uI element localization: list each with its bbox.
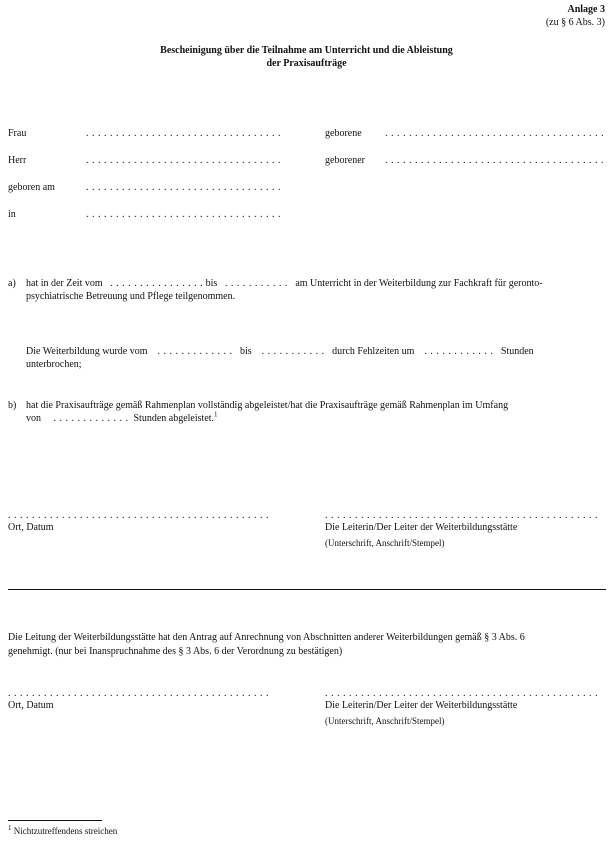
section-b-line1: hat die Praxisaufträge gemäß Rahmenplan vollständig abgeleistet/hat die Praxisaufträge gemäß Rahmenplan im Umfang <box>26 400 509 411</box>
interruption-line1 <box>26 346 534 358</box>
signature2-place-date-label: Ort, Datum <box>8 700 54 711</box>
signature1-director-field: . . . . . . . . . . . . . . . . . . . . . . . . . . . . . . . . . . . . . . . . . . . . . . <box>325 510 598 521</box>
label-herr: Herr <box>8 155 27 166</box>
section-divider <box>8 589 606 590</box>
section-b-text-pre: von <box>26 413 41 424</box>
section-a-line1 <box>26 278 543 290</box>
field-herr-name: . . . . . . . . . . . . . . . . . . . . . . . . . . . . . . . . . <box>86 155 281 166</box>
signature2-director-field: . . . . . . . . . . . . . . . . . . . . . . . . . . . . . . . . . . . . . . . . . . . . . . <box>325 688 598 699</box>
field-frau-name: . . . . . . . . . . . . . . . . . . . . . . . . . . . . . . . . . <box>86 128 281 139</box>
interruption-text-pre: Die Weiterbildung wurde vom <box>26 346 148 357</box>
section-b-line2 <box>26 410 218 425</box>
label-frau: Frau <box>8 128 27 139</box>
field-birthplace: . . . . . . . . . . . . . . . . . . . . . . . . . . . . . . . . . <box>86 209 281 220</box>
field-geborene: . . . . . . . . . . . . . . . . . . . . . . . . . . . . . . . . . . . . . <box>385 128 604 139</box>
field-interruption-to: . . . . . . . . . . . <box>261 346 325 357</box>
annex-title: Anlage 3 <box>567 4 605 15</box>
approval-line1: Die Leitung der Weiterbildungsstätte hat den Antrag auf Anrechnung von Abschnitten anderer Weiterbildungen gemäß § 3 Abs. 6 <box>8 632 525 643</box>
document-title-line2: der Praxisaufträge <box>266 58 347 69</box>
interruption-text-bis: bis <box>239 346 252 357</box>
footnote-number: 1 <box>8 824 12 832</box>
footnote-divider <box>8 820 102 821</box>
section-b-marker: b) <box>8 400 17 411</box>
document-title-line1: Bescheinigung über die Teilnahme am Unterricht und die Ableistung <box>160 45 453 56</box>
label-geborener: geborener <box>325 155 365 166</box>
label-in: in <box>8 209 16 220</box>
signature2-director-sublabel: (Unterschrift, Anschrift/Stempel) <box>325 716 445 726</box>
signature2-director-label: Die Leiterin/Der Leiter der Weiterbildungsstätte <box>325 700 518 711</box>
section-a-text-bis: bis <box>205 278 218 289</box>
signature1-place-date-label: Ort, Datum <box>8 522 54 533</box>
label-geborene: geborene <box>325 128 362 139</box>
interruption-text-post: Stunden <box>500 346 534 357</box>
field-period-from: . . . . . . . . . . . . . . . . <box>110 278 204 289</box>
section-a-line2: psychiatrische Betreuung und Pflege teilgenommen. <box>26 291 236 302</box>
interruption-line2: unterbrochen; <box>26 359 82 370</box>
label-geboren-am: geboren am <box>8 182 55 193</box>
field-practice-hours: . . . . . . . . . . . . . <box>53 413 129 424</box>
section-a-text-pre: hat in der Zeit vom <box>26 278 103 289</box>
signature1-director-label: Die Leiterin/Der Leiter der Weiterbildungsstätte <box>325 522 518 533</box>
section-b-text-post: Stunden abgeleistet. <box>133 413 215 424</box>
field-interruption-from: . . . . . . . . . . . . . <box>157 346 233 357</box>
field-absence-hours: . . . . . . . . . . . . <box>424 346 494 357</box>
section-a-marker: a) <box>8 278 16 289</box>
section-a-text-post: am Unterricht in der Weiterbildung zur Fachkraft für geronto- <box>295 278 543 289</box>
field-geboren-am: . . . . . . . . . . . . . . . . . . . . . . . . . . . . . . . . . <box>86 182 281 193</box>
footnote <box>8 825 117 837</box>
field-period-to: . . . . . . . . . . . <box>224 278 288 289</box>
signature2-place-date-field: . . . . . . . . . . . . . . . . . . . . . . . . . . . . . . . . . . . . . . . . . . . . <box>8 688 269 699</box>
interruption-text-mid: durch Fehlzeiten um <box>332 346 415 357</box>
signature1-director-sublabel: (Unterschrift, Anschrift/Stempel) <box>325 538 445 548</box>
signature1-place-date-field: . . . . . . . . . . . . . . . . . . . . . . . . . . . . . . . . . . . . . . . . . . . . <box>8 510 269 521</box>
field-geborener: . . . . . . . . . . . . . . . . . . . . . . . . . . . . . . . . . . . . . <box>385 155 604 166</box>
footnote-text: Nichtzutreffendens streichen <box>13 826 118 836</box>
footnote-reference: 1 <box>214 410 218 419</box>
annex-reference: (zu § 6 Abs. 3) <box>545 17 605 28</box>
approval-line2: genehmigt. (nur bei Inanspruchnahme des § 3 Abs. 6 der Verordnung zu bestätigen) <box>8 646 343 657</box>
